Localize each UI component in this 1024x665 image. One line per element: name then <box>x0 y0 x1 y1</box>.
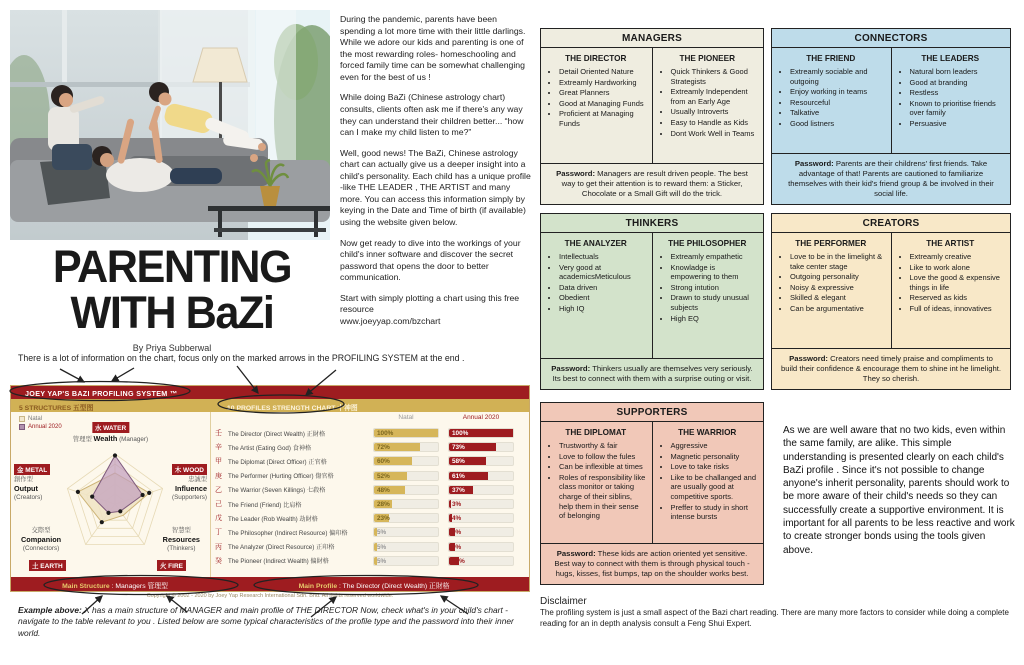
natal-swatch <box>19 416 25 422</box>
password-text: Password: Creators need timely praise and compliments to build their confidence & encourage them to shine int he limelight. They so cherish. <box>772 348 1010 389</box>
natal-percent: 48% <box>377 486 390 494</box>
natal-percent: 28% <box>377 501 390 509</box>
profile-label: The Friend (Friend) 比肩格 <box>228 501 302 509</box>
annual-percent: 58% <box>452 458 465 466</box>
website-link[interactable]: www.joeyyap.com/bzchart <box>340 315 441 326</box>
profile-name: THE ANALYZER <box>564 239 627 248</box>
trait-item: • Extreamly sociable and outgoing <box>790 67 886 86</box>
box-title: MANAGERS <box>541 29 763 48</box>
profile-label: The Pioneer (Indirect Wealth) 偏財格 <box>228 558 329 566</box>
trait-item: • Love to be in the limelight & take center stage <box>790 252 886 271</box>
natal-bar <box>373 542 439 552</box>
structures-radar-panel <box>11 412 211 577</box>
bazi-profiling-chart <box>10 385 530 592</box>
chart-copyright: Copyright © 2002 - 2020 by Joey Yap Research International Sdn. Bhd. All rights reserved worldwide. <box>146 593 394 599</box>
water-element-badge: 水 WATER <box>92 422 129 433</box>
natal-bar <box>373 485 439 495</box>
trait-item: • Preffer to study in short intense bursts <box>671 503 759 522</box>
trait-item: • Can be argumentative <box>790 304 886 314</box>
intro-column <box>340 14 532 328</box>
profile-name: THE LEADERS <box>921 54 980 63</box>
trait-list <box>790 252 886 314</box>
profile-box-connectors <box>771 28 1011 205</box>
trait-item: • Knowladge is empowering to them <box>671 263 759 282</box>
trait-list <box>559 441 647 521</box>
trait-item: • Love the good & expensive things in life <box>910 273 1006 292</box>
trait-item: • Very good at academicsMeticulous <box>559 263 647 282</box>
structures-title: 5 STRUCTURES 五型图 <box>19 405 94 412</box>
trait-item: • Magnetic personality <box>671 452 759 462</box>
natal-bar <box>373 428 439 438</box>
natal-bar <box>373 456 439 466</box>
annual-percent: 9% <box>452 543 462 551</box>
family-photo <box>10 10 330 240</box>
trait-item: • Data driven <box>559 283 647 293</box>
trait-item: • Great Planners <box>559 88 647 98</box>
disclaimer <box>540 596 1018 630</box>
trait-item: • Intellectuals <box>559 252 647 262</box>
trait-item: • Talkative <box>790 108 886 118</box>
trait-item: • Known to prioritise friends over family <box>910 99 1006 118</box>
box-title: CONNECTORS <box>772 29 1010 48</box>
natal-bar <box>373 471 439 481</box>
profile-name: THE PERFORMER <box>795 239 867 248</box>
article-title-block <box>12 241 332 353</box>
byline: By Priya Subberwal <box>132 342 212 353</box>
profile-strength-row <box>215 540 523 554</box>
annual-percent: 37% <box>452 486 465 494</box>
radar-legend <box>19 416 62 432</box>
profile-strength-row <box>215 554 523 568</box>
natal-bar <box>373 442 439 452</box>
profile-box-creators <box>771 213 1011 390</box>
profile-strength-rows <box>215 426 523 568</box>
annual-bar <box>448 542 514 552</box>
intro-paragraph: Start with simply plotting a chart using this free resource <box>340 292 520 315</box>
profile-box-managers <box>540 28 764 205</box>
profile-box-thinkers <box>540 213 764 390</box>
intro-paragraph: Now get ready to dive into the workings of your child's inner software and discover the secret password that opens the door to better communication. <box>340 237 521 283</box>
trait-item: • Quick Thinkers & Good Strategists <box>671 67 759 86</box>
profile-strength-row <box>215 426 523 440</box>
natal-bar <box>373 527 439 537</box>
natal-percent: 5% <box>377 529 387 537</box>
trait-item: • Drawn to study unusual subjects <box>671 293 759 312</box>
trait-item: • Good at Managing Funds <box>559 99 647 109</box>
trait-list <box>790 67 886 129</box>
annual-percent: 100% <box>452 430 469 438</box>
trait-item: • Extreamly empathetic <box>671 252 759 262</box>
chart-footer <box>11 577 529 591</box>
trait-item: • Like to work alone <box>910 263 1006 273</box>
trait-list <box>910 67 1006 129</box>
natal-percent: 5% <box>377 543 387 551</box>
natal-bar <box>373 556 439 566</box>
annual-bar <box>448 513 514 523</box>
natal-column-header: Natal <box>398 414 414 421</box>
natal-percent: 60% <box>377 458 390 466</box>
password-text: Password: Thinkers usually are themselves very seriously. Its best to connect with them with a surprise outing or visit. <box>541 358 763 389</box>
profile-label: The Philosopher (Indirect Resource) 偏印格 <box>228 529 348 537</box>
trait-item: • Usually Introverts <box>671 107 759 117</box>
annual-bar <box>448 456 514 466</box>
password-text: Password: Managers are result driven people. The best way to get their attention is to reward them: a Sticker, Chocolate or a Small Gift will do the trick. <box>541 163 763 204</box>
trait-item: • Like to be challanged and are usually good at competitive sports. <box>671 473 759 502</box>
trait-item: • Enjoy working in teams <box>790 87 886 97</box>
heavenly-stem: 丙 <box>215 543 222 551</box>
trait-item: • Restless <box>910 88 1006 98</box>
profile-label: The Diplomat (Direct Officer) 正官格 <box>228 458 327 466</box>
natal-percent: 100% <box>377 430 394 438</box>
profile-name: THE DIPLOMAT <box>565 428 627 437</box>
trait-item: • Obedient <box>559 293 647 303</box>
natal-percent: 52% <box>377 472 390 480</box>
trait-item: • Good at branding <box>910 78 1006 88</box>
main-profile: Main Profile : The Director (Direct Wealth) 正財格 <box>298 583 450 590</box>
heavenly-stem: 辛 <box>215 444 222 452</box>
intro-paragraph: Well, good news! The BaZi, Chinese astrology chart can actually give us a deeper insight into a child's personality. Each child has a unique profile -like THE LEADER , THE ARTIST and many more. You can access this information simply by keying in the Date and Time of birth (if available) using the website given below. <box>340 147 531 227</box>
box-title: THINKERS <box>541 214 763 233</box>
profile-strength-row <box>215 440 523 454</box>
trait-item: • Skilled & elegant <box>790 293 886 303</box>
chart-subbar <box>11 399 529 412</box>
profiles-title: 10 PROFILES STRENGTH CHART 十神图 <box>227 405 358 412</box>
annual-percent: 3% <box>452 501 462 509</box>
earth-element-badge: 土 EARTH <box>29 560 66 571</box>
disclaimer-text: The profiling system is just a small aspect of the Bazi chart reading. There are many more factors to consider while doing a complete reading for an in depth analysis consult a Feng Shui Expert. <box>540 608 1009 628</box>
profile-label: The Artist (Eating God) 食神格 <box>228 444 312 452</box>
trait-list <box>910 252 1006 314</box>
natal-bar <box>373 513 439 523</box>
trait-item: • Proficient at Managing Funds <box>559 109 647 128</box>
profile-name: THE FRIEND <box>806 54 856 63</box>
companion-axis-label: 交際型 Companion (Connectors) <box>21 527 62 553</box>
fire-element-badge: 火 FIRE <box>157 560 186 571</box>
profile-name: THE DIRECTOR <box>565 54 627 63</box>
legend-natal-label: Natal <box>28 416 43 422</box>
intro-paragraph: While doing BaZi (Chinese astrology chart) consults, clients often ask me if there's any way they can understand their children better... “how can I make my child listen to me?” <box>340 92 524 138</box>
trait-list <box>671 252 759 323</box>
annual-bar <box>448 428 514 438</box>
annual-percent: 16% <box>452 557 465 565</box>
trait-item: • Noisy & expressive <box>790 283 886 293</box>
profile-name: THE PIONEER <box>679 54 735 63</box>
profile-strength-row <box>215 454 523 468</box>
trait-item: • Natural born leaders <box>910 67 1006 77</box>
profile-strength-row <box>215 497 523 511</box>
trait-item: • Roles of responsibility like class monitor or taking charge of their siblins, help them in their sense of belonging <box>559 473 647 521</box>
annual-bar <box>448 471 514 481</box>
main-structure: Main Structure : Managers 管理型 <box>62 583 168 590</box>
heavenly-stem: 己 <box>215 501 222 509</box>
profile-name: THE PHILOSOPHER <box>668 239 747 248</box>
family-photo-illustration <box>10 10 330 240</box>
annual-bar <box>448 527 514 537</box>
wood-element-badge: 木 WOOD <box>172 464 207 475</box>
profiles-strength-panel <box>211 412 529 577</box>
heavenly-stem: 戊 <box>215 515 222 523</box>
annual-bar <box>448 499 514 509</box>
profile-strength-row <box>215 483 523 497</box>
heavenly-stem: 庚 <box>215 472 222 480</box>
closing-paragraph: As we are well aware that no two kids, even within the same family, are alike. This simple understanding is presented clearly on each child's BaZi profile . Since it's not possible to change anyone's inherit personality, parents should work to be more aware of their child's needs so they can successfully create a supportive environment. It is important for all parents to be less reactive and work to create stronger bonds using the tools given above. <box>783 425 1015 556</box>
page-title-line2: WITH BaZi <box>70 286 274 338</box>
heavenly-stem: 癸 <box>215 557 222 565</box>
profile-strength-row <box>215 525 523 539</box>
trait-item: • Persuasive <box>910 119 1006 129</box>
trait-item: • Outgoing personality <box>790 272 886 282</box>
profile-label: The Leader (Rob Wealth) 劫財格 <box>228 515 318 523</box>
annual-column-header: Annual 2020 <box>462 414 500 421</box>
example-caption: Example above: X has a main structure of MANAGER and main profile of THE DIRECTOR Now, check what's in your child's chart - navigate to the table relevant to you . Listed below are some typical characteristics of the profile type and the password into their inner world. <box>18 605 514 638</box>
annual-percent: 73% <box>452 444 465 452</box>
trait-item: • High EQ <box>671 314 759 324</box>
trait-item: • Reserved as kids <box>910 293 1006 303</box>
trait-item: • Trustworthy & fair <box>559 441 647 451</box>
profile-label: The Warrior (Seven Killings) 七殺格 <box>228 487 326 495</box>
trait-item: • High IQ <box>559 304 647 314</box>
trait-list <box>671 441 759 522</box>
natal-percent: 23% <box>377 515 390 523</box>
box-title: CREATORS <box>772 214 1010 233</box>
page-title-line1: PARENTING <box>52 241 292 292</box>
trait-item: • Full of ideas, innovatives <box>910 304 1006 314</box>
profile-name: THE WARRIOR <box>678 428 737 437</box>
intro-paragraph: During the pandemic, parents have been spending a lot more time with their little darlings. While we adore our kids and parenting is one of the most rewarding roles- homeschooling and forced family time can be somewhat challenging even for the best of us ! <box>340 14 526 82</box>
annual-swatch <box>19 424 25 430</box>
natal-percent: 72% <box>377 444 390 452</box>
profile-box-supporters <box>540 402 764 585</box>
trait-list <box>559 67 647 129</box>
annual-percent: 9% <box>452 529 462 537</box>
trait-item: • Extreamly Independent from an Early Age <box>671 87 759 106</box>
annual-bar <box>448 485 514 495</box>
metal-element-badge: 金 METAL <box>14 464 50 475</box>
trait-item: • Can be inflexible at times <box>559 462 647 472</box>
profile-strength-row <box>215 511 523 525</box>
annual-bar <box>448 556 514 566</box>
annual-percent: 61% <box>452 472 465 480</box>
profile-label: The Analyzer (Direct Resource) 正印格 <box>228 544 335 552</box>
output-axis-label: 創作型 Output (Creators) <box>14 476 43 501</box>
trait-item: • Good listners <box>790 119 886 129</box>
trait-item: • Extreamly Hardworking <box>559 78 647 88</box>
wealth-axis-label: 管理型 Wealth (Manager) <box>72 434 149 443</box>
heavenly-stem: 壬 <box>215 430 222 438</box>
heavenly-stem: 甲 <box>215 458 222 466</box>
trait-list <box>559 252 647 314</box>
trait-item: • Detail Oriented Nature <box>559 67 647 77</box>
heavenly-stem: 丁 <box>215 529 222 537</box>
trait-item: • Resourceful <box>790 98 886 108</box>
resources-axis-label: 智慧型 Resources (Thinkers) <box>162 527 200 553</box>
annual-percent: 4% <box>452 515 462 523</box>
profile-label: The Director (Direct Wealth) 正財格 <box>228 430 326 438</box>
chart-note: There is a lot of information on the chart, focus only on the marked arrows in the PROFILING SYSTEM at the end . <box>18 353 465 363</box>
natal-bar <box>373 499 439 509</box>
profile-name: THE ARTIST <box>926 239 975 248</box>
natal-percent: 5% <box>377 557 387 565</box>
legend-annual-label: Annual 2020 <box>28 424 62 430</box>
trait-item: • Extreamly creative <box>910 252 1006 262</box>
heavenly-stem: 乙 <box>215 486 222 494</box>
profile-strength-row <box>215 469 523 483</box>
trait-item: • Aggressive <box>671 441 759 451</box>
influence-axis-label: 忠誠型 Influence (Supporters) <box>172 476 207 501</box>
trait-item: • Dont Work Well in Teams <box>671 129 759 139</box>
chart-header: JOEY YAP'S BAZI PROFILING SYSTEM ™ <box>11 386 529 399</box>
password-text: Password: These kids are action oriented yet sensitive. Best way to connect with them is through physical touch - hugs, kisses, fist bumps, tap on the shoulder works best. <box>541 543 763 584</box>
trait-list <box>671 67 759 138</box>
annual-bar <box>448 442 514 452</box>
trait-item: • Strong intution <box>671 283 759 293</box>
trait-item: • Love to take risks <box>671 462 759 472</box>
box-title: SUPPORTERS <box>541 403 763 422</box>
password-text: Password: Parents are their childrens' first friends. Take advantage of that! Parents are cautioned to familiarize themselves with their kid's friend group & be involved in their social life. <box>772 153 1010 204</box>
trait-item: • Love to follow the fules <box>559 452 647 462</box>
disclaimer-title: Disclaimer <box>540 596 587 607</box>
trait-item: • Easy to Handle as Kids <box>671 118 759 128</box>
bars-column-headers <box>215 414 523 426</box>
profile-label: The Performer (Hurting Officer) 傷官格 <box>228 473 334 481</box>
